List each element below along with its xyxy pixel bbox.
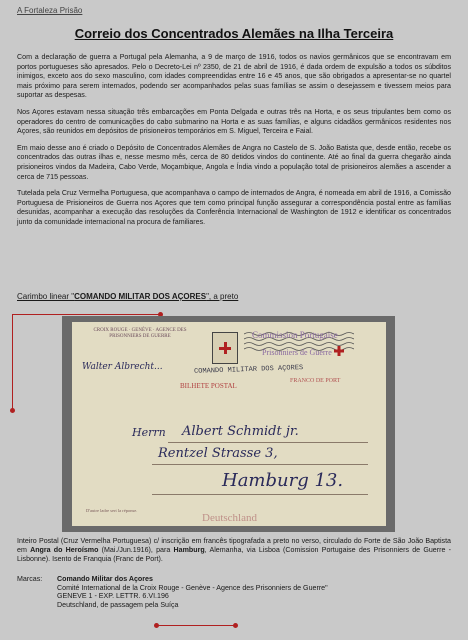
stamp-prefix: Carimbo linear " (17, 292, 75, 301)
marca-item: Deutschland, de passagem pela Suíça (57, 600, 179, 609)
page-title: Correio dos Concentrados Alemães na Ilha Terceira (74, 26, 394, 41)
marcas-label: Marcas: (17, 575, 43, 583)
handwritten-recipient: Albert Schmidt jr. (182, 424, 299, 439)
red-cross-stamp (212, 332, 238, 364)
handwritten-street: Rentzel Strasse 3, (158, 446, 278, 461)
pointer-dot-left (10, 408, 15, 413)
postcard-image (72, 322, 386, 526)
caption-place: Angra do Heroísmo (30, 546, 99, 555)
pointer-line-v (12, 314, 13, 410)
comando-militar-stamp: COMANDO MILITAR DOS AÇORES (193, 364, 304, 376)
caption-destination: Hamburg (173, 546, 205, 555)
address-line-1 (168, 442, 368, 443)
commission-stamp-2: Prisonniers de Guerre (262, 348, 332, 357)
paragraph-3: Em maio desse ano é criado o Depósito de Concentrados Alemães de Angra no Castelo de S. João Batista que, desde então, recebe os concentrados das outras ilhas e, nesse mesmo mês, cerca de 80 detidos vindos do continente. Até ao final da guerra chegarão ainda prisioneiros vindos da Madeira, Cabo Verde, Moçambique, Angola e Índia vindo a população total de prisioneiros alemães a ascender a cerca de 715 pessoas. (17, 143, 451, 181)
pointer-line-h (12, 314, 162, 315)
marca-item: Comité International de la Croix Rouge - Genève - Agence des Prisonniers de Guerre" (57, 583, 328, 592)
deutschland-stamp: Deutschland (202, 512, 257, 524)
marca-item: GENEVE 1 - EXP. LETTR. 6.VI.196 (57, 592, 169, 601)
commission-stamp-1: Commission Portugaise (252, 330, 338, 340)
card-footer: D'autre ladre sert la réponse. (86, 508, 138, 513)
article-body (17, 53, 451, 235)
paragraph-2: Nos Açores estavam nessa situação três embarcações em Ponta Delgada e outras três na Horta, e os seus tripulantes bem como os operadores do centro de comunicações do cabo submarino na Horta e as suas famílias, e alguns cidadãos germânicos residentes nos Açores, são reunidos em depósitos de prisioneiros temporários em S. Miguel, Terceira e Faial. (17, 107, 451, 136)
small-red-cross-icon (334, 346, 344, 356)
handwritten-sender: Walter Albrecht... (82, 362, 163, 372)
red-cross-icon (221, 342, 229, 354)
bottom-pointer-dot-right (233, 623, 238, 628)
address-line-2 (152, 464, 368, 465)
caption-part-1: Inteiro Postal (Cruz Vermelha Portuguesa) c/ inscrição em francês tipografada a preto no verso, circulado do Forte de São João Baptista em (17, 537, 451, 555)
image-caption (17, 537, 451, 565)
bilhete-postal-label: BILHETE POSTAL (180, 382, 237, 390)
handwritten-city: Hamburg 13. (222, 470, 344, 491)
bottom-pointer-line (156, 625, 236, 626)
handwritten-herrn: Herrn (132, 426, 166, 439)
card-header: CROIX ROUGE · GENÈVE · AGENCE DES PRISONNIERS DE GUERRE (93, 328, 187, 339)
marca-item: Comando Militar dos Açores (57, 575, 153, 583)
bottom-pointer-dot-left (154, 623, 159, 628)
paragraph-1: Com a declaração de guerra a Portugal pela Alemanha, a 9 de março de 1916, todos os navios germânicos que se encontravam em portos portugueses são apresados. Pelo o Decreto-Lei nº 2350, de 21 de abril de 1916, é dada ordem de expulsão a todos os súbditos inimigos, exceto aos do sexo masculino, com idades compreendidas entre 16 e 45 anos, que são obrigados a apresentar-se no quartel mais próximo para serem internados, podendo ser acompanhados pelas suas famílias se assim o desejassem e tivessem meios para suportar as despesas. (17, 53, 451, 100)
marcas-values (57, 575, 437, 609)
caption-part-3: , Alemanha, via Lisboa (Comission Portugaise des Prisonniers de Guerre - Lisbonne). Isento de Franquia (Franc de Port). (17, 546, 451, 564)
franco-de-port-label: FRANCO DE PORT (290, 378, 341, 384)
stamp-suffix: ", a preto (206, 292, 239, 301)
caption-part-2: (Mai./Jun.1916), para (98, 546, 174, 555)
stamp-name: COMANDO MILITAR DOS AÇORES (74, 292, 207, 301)
address-line-3 (152, 494, 368, 495)
stamp-caption (17, 292, 238, 301)
paragraph-4: Tutelada pela Cruz Vermelha Portuguesa, que acompanhava o campo de internados de Angra, é nomeada em abril de 1916, a Comissão Portuguesa de Prisioneiros de Guerra nos Açores que tem como principal função assegurar a correspondência postal entre as famílias desunidas, acompanhar a execução das resoluções da Conferência Internacional de Washington de 1912 e identificar os concentrados junto da comunidade internacional na procura de familiares. (17, 189, 451, 226)
site-link[interactable]: A Fortaleza Prisão (17, 6, 83, 15)
